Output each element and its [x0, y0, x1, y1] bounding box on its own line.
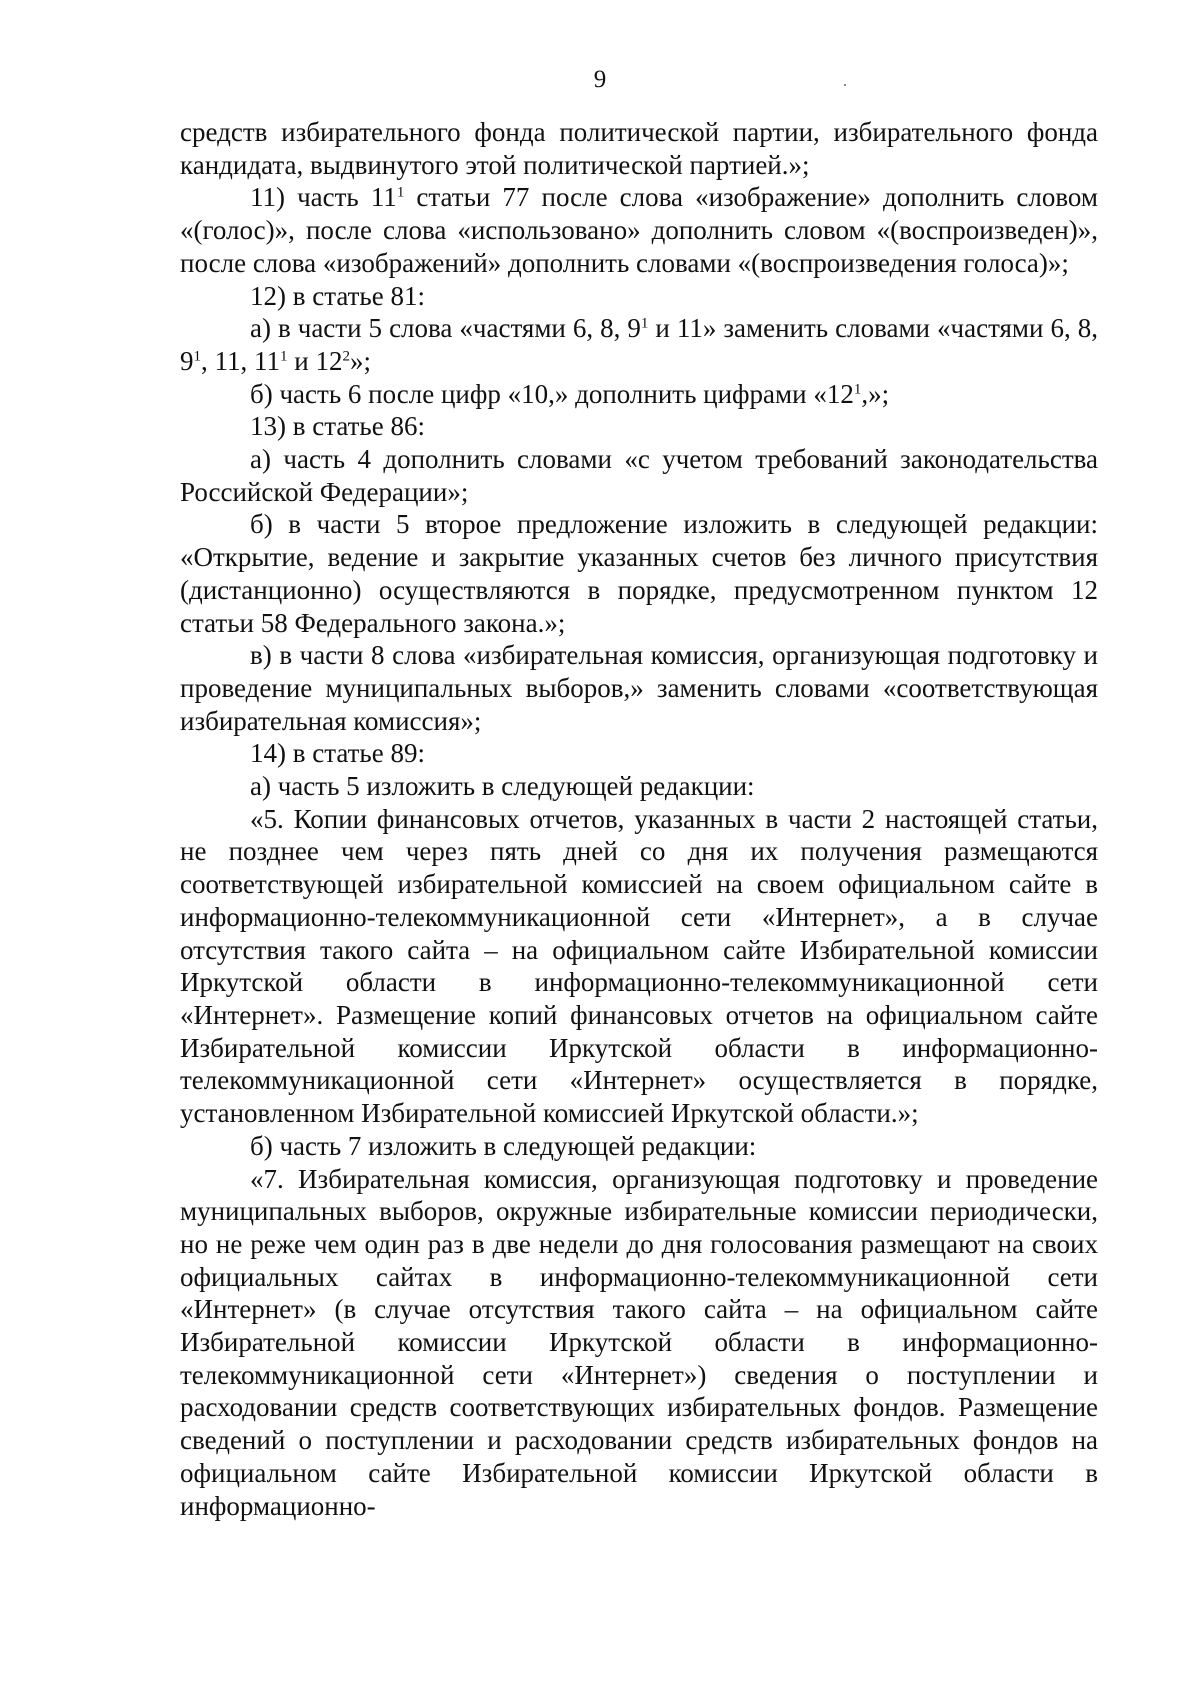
paragraph-quote-part-5: «5. Копии финансовых отчетов, указанных в части 2 настоящей статьи, не позднее чем через пять дней со дня их получения размещаются соответствующей избирательной комиссией на своем официальном сайте в информационно-телекоммуникационной сети «Интернет», а в случае отсутствия такого сайта – на официальном сайте Избирательной комиссии Иркутской области в информационно-телекоммуникационной сети «Интернет». Размещение копий финансовых отчетов на официальном сайте Избирательной комиссии Иркутской области в информационно-телекоммуникационной сети «Интернет» осуществляется в порядке, установленном Избирательной комиссией Иркутской области.»;: [180, 803, 1098, 1129]
paragraph-item-13c: в) в части 8 слова «избирательная комиссия, организующая подготовку и проведение муниципальных выборов,» заменить словами «соответствующая избирательная комиссия»;: [180, 640, 1098, 736]
page-number: 9: [593, 66, 607, 93]
paragraph-item-12a: а) в части 5 слова «частями 6, 8, $9^1$ и 11» заменить словами «частями 6, 8, $9^1$, 11, $11^1$ и $12^2$»;: [180, 313, 1098, 376]
paragraph-item-13: 13) в статье 86:: [250, 411, 425, 442]
paragraph-item-14: 14) в статье 89:: [250, 738, 425, 769]
paragraph-item-13b: б) в части 5 второе предложение изложить в следующей редакции: «Открытие, ведение и закрытие указанных счетов без личного присутствия (дистанционно) осуществляются в порядке, предусмотренном пунктом 12 статьи 58 Федерального закона.»;: [180, 509, 1098, 638]
document-body: [180, 116, 1098, 1522]
paragraph-item-12b: б) часть 6 после цифр «10,» дополнить цифрами «$12^1$,»;: [250, 378, 890, 409]
paragraph-item-12: 12) в статье 81:: [250, 280, 425, 311]
paragraph-quote-part-7: «7. Избирательная комиссия, организующая подготовку и проведение муниципальных выборов, окружные избирательные комиссии периодически, но не реже чем один раз в две недели до дня голосования размещают на своих официальных сайтах в информационно-телекоммуникационной сети «Интернет» (в случае отсутствия такого сайта – на официальном сайте Избирательной комиссии Иркутской области в информационно-телекоммуникационной сети «Интернет») сведения о поступлении и расходовании средств соответствующих избирательных фондов. Размещение сведений о поступлении и расходовании средств избирательных фондов на официальном сайте Избирательной комиссии Иркутской области в информационно-: [180, 1163, 1098, 1521]
paragraph-item-13a: а) часть 4 дополнить словами «с учетом требований законодательства Российской Федерации»;: [180, 444, 1098, 507]
paragraph-continuation: средств избирательного фонда политической партии, избирательного фонда кандидата, выдвинутого этой политической партией.»;: [180, 117, 1098, 180]
paragraph-item-14b: б) часть 7 изложить в следующей редакции:: [250, 1130, 757, 1161]
paragraph-item-11: 11) часть $11^1$ статьи 77 после слова «изображение» дополнить словом «(голос)», после слова «использовано» дополнить словом «(воспроизведен)», после слова «изображений» дополнить словами «(воспроизведения голоса)»;: [180, 182, 1098, 278]
paragraph-item-14a: а) часть 5 изложить в следующей редакции:: [250, 771, 755, 802]
